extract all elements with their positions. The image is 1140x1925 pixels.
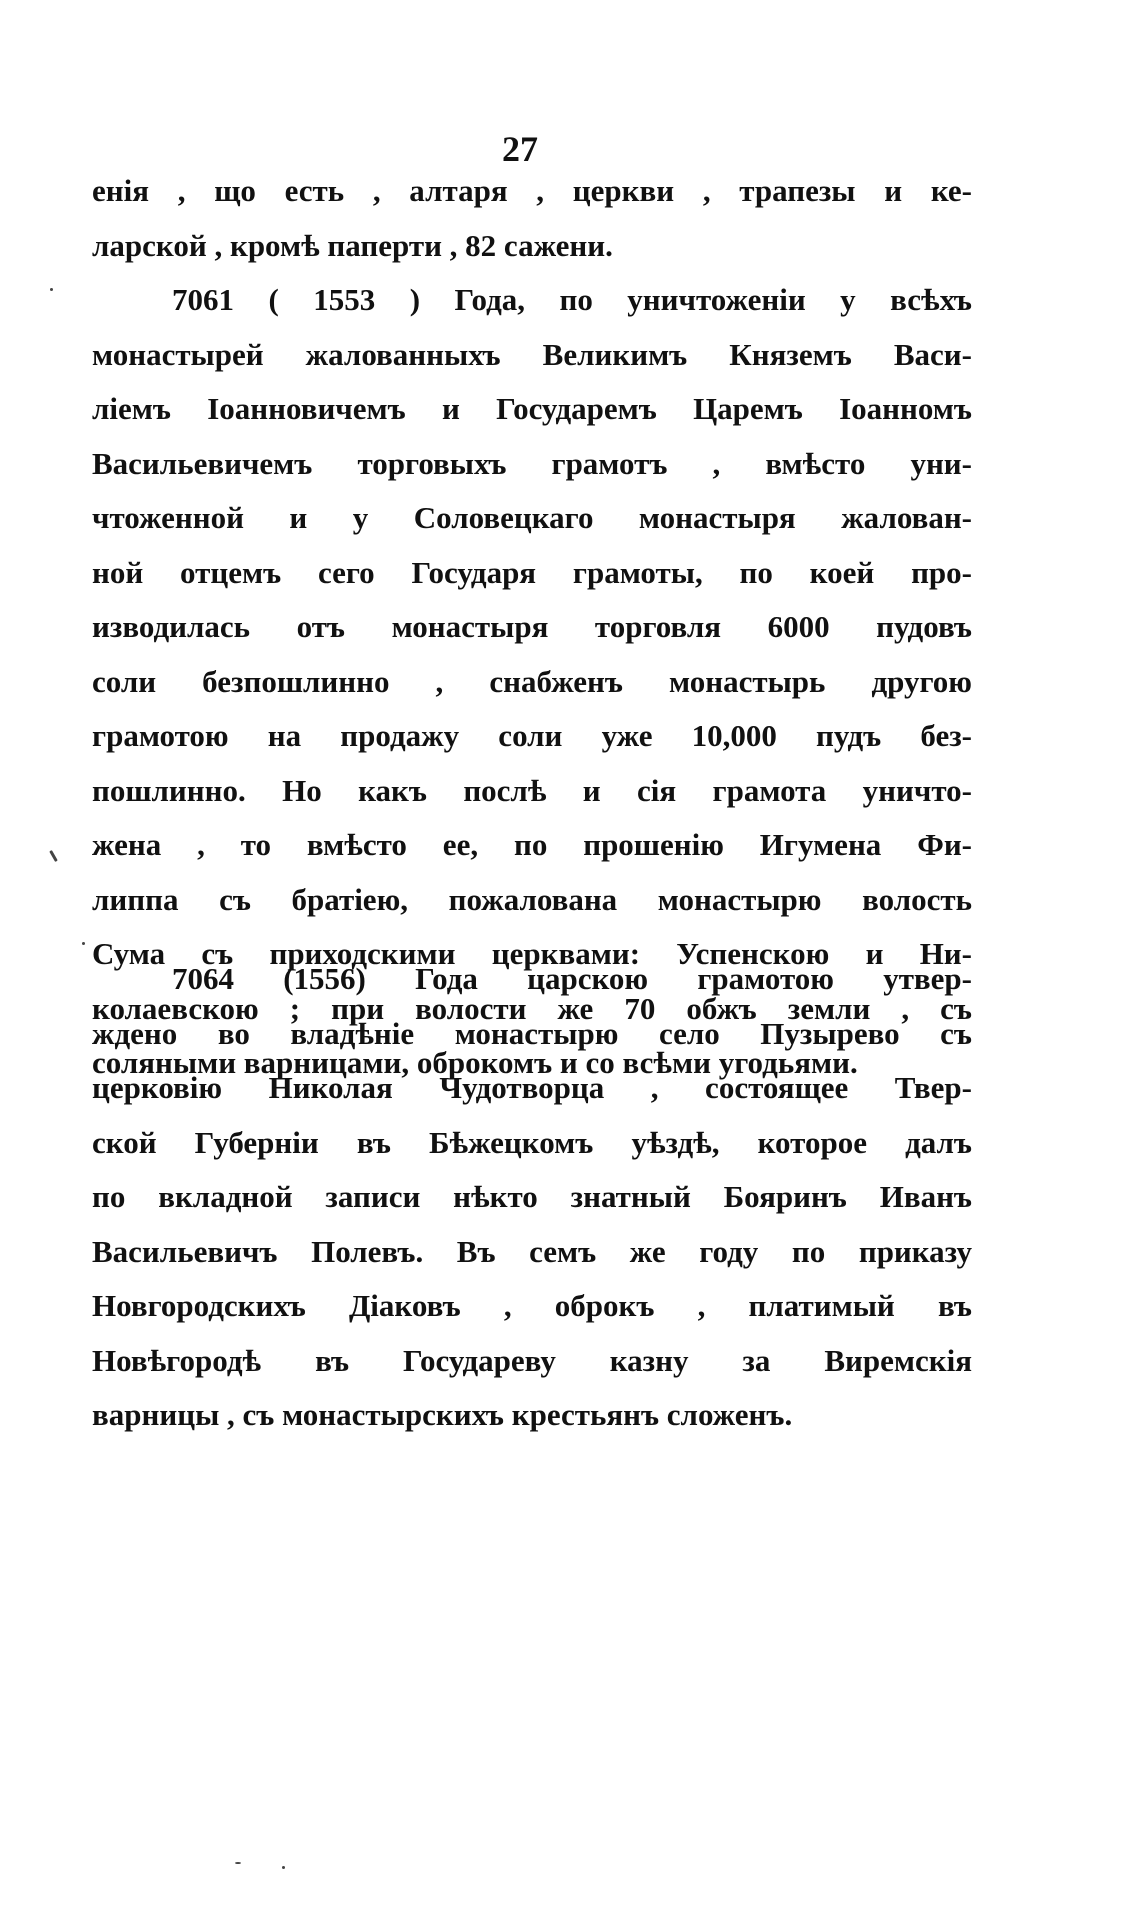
text-line: 7064 (1556) Года царскою грамотою утвер-	[172, 961, 972, 996]
text-line: енія , що есть , алтаря , церкви , трапезы и ке-	[92, 173, 972, 208]
text-line: пошлинно. Но какъ послѣ и сія грамота уничто-	[92, 772, 972, 808]
paragraph-continuation	[92, 164, 972, 273]
text-line: варницы , съ монастырскихъ крестьянъ сложенъ.	[92, 1397, 793, 1432]
text-line: Новгородскихъ Діаковъ , оброкъ , платимый въ	[92, 1288, 972, 1323]
print-speck	[235, 1862, 241, 1864]
text-line: грамотою на продажу соли уже 10,000 пудъ без-	[92, 718, 972, 753]
text-line: 7061 ( 1553 ) Года, по уничтоженіи у всѣхъ	[172, 282, 972, 317]
text-line: жена , то вмѣсто ее, по прошенію Игумена Фи-	[92, 827, 972, 862]
text-line: ждено во владѣніе монастырю село Пузырево съ	[92, 1015, 972, 1051]
print-speck	[49, 850, 58, 862]
text-line: ской Губерніи въ Бѣжецкомъ уѣздѣ, которое далъ	[92, 1124, 972, 1160]
text-line: Васильевичъ Полевъ. Въ семъ же году по приказу	[92, 1233, 972, 1269]
text-line: Новѣгородѣ въ Государеву казну за Виремскія	[92, 1342, 972, 1378]
text-line: ліемъ Іоанновичемъ и Государемъ Царемъ Іоанномъ	[92, 391, 972, 426]
text-line: колаевскою ; при волости же 70 обжъ земли , съ	[92, 990, 972, 1026]
text-line: по вкладной записи нѣкто знатный Бояринъ Иванъ	[92, 1179, 972, 1214]
text-line: Васильевичемъ торговыхъ грамотъ , вмѣсто уни-	[92, 445, 972, 481]
print-speck	[82, 942, 85, 945]
print-speck	[282, 1866, 285, 1869]
text-line: соли безпошлинно , снабженъ монастырь другою	[92, 663, 972, 699]
text-line: церковію Николая Чудотворца , состоящее Твер-	[92, 1070, 972, 1105]
text-line: Сума съ приходскими церквами: Успенскою и Ни-	[92, 936, 972, 971]
text-line: соляными варницами, оброкомъ и со всѣми угодьями.	[92, 1045, 858, 1080]
text-line: ларской , кромѣ паперти , 82 сажени.	[92, 227, 613, 263]
page-number: 27	[502, 129, 538, 169]
print-speck	[50, 288, 53, 291]
paragraph-7064	[92, 952, 972, 1443]
text-line: чтоженной и у Соловецкаго монастыря жалован-	[92, 500, 972, 535]
text-line: монастырей жалованныхъ Великимъ Княземъ Васи-	[92, 336, 972, 372]
text-line: липпа съ братіею, пожалована монастырю волость	[92, 881, 972, 917]
text-line: изводилась отъ монастыря торговля 6000 пудовъ	[92, 609, 972, 644]
text-line: ной отцемъ сего Государя грамоты, по коей про-	[92, 554, 972, 590]
